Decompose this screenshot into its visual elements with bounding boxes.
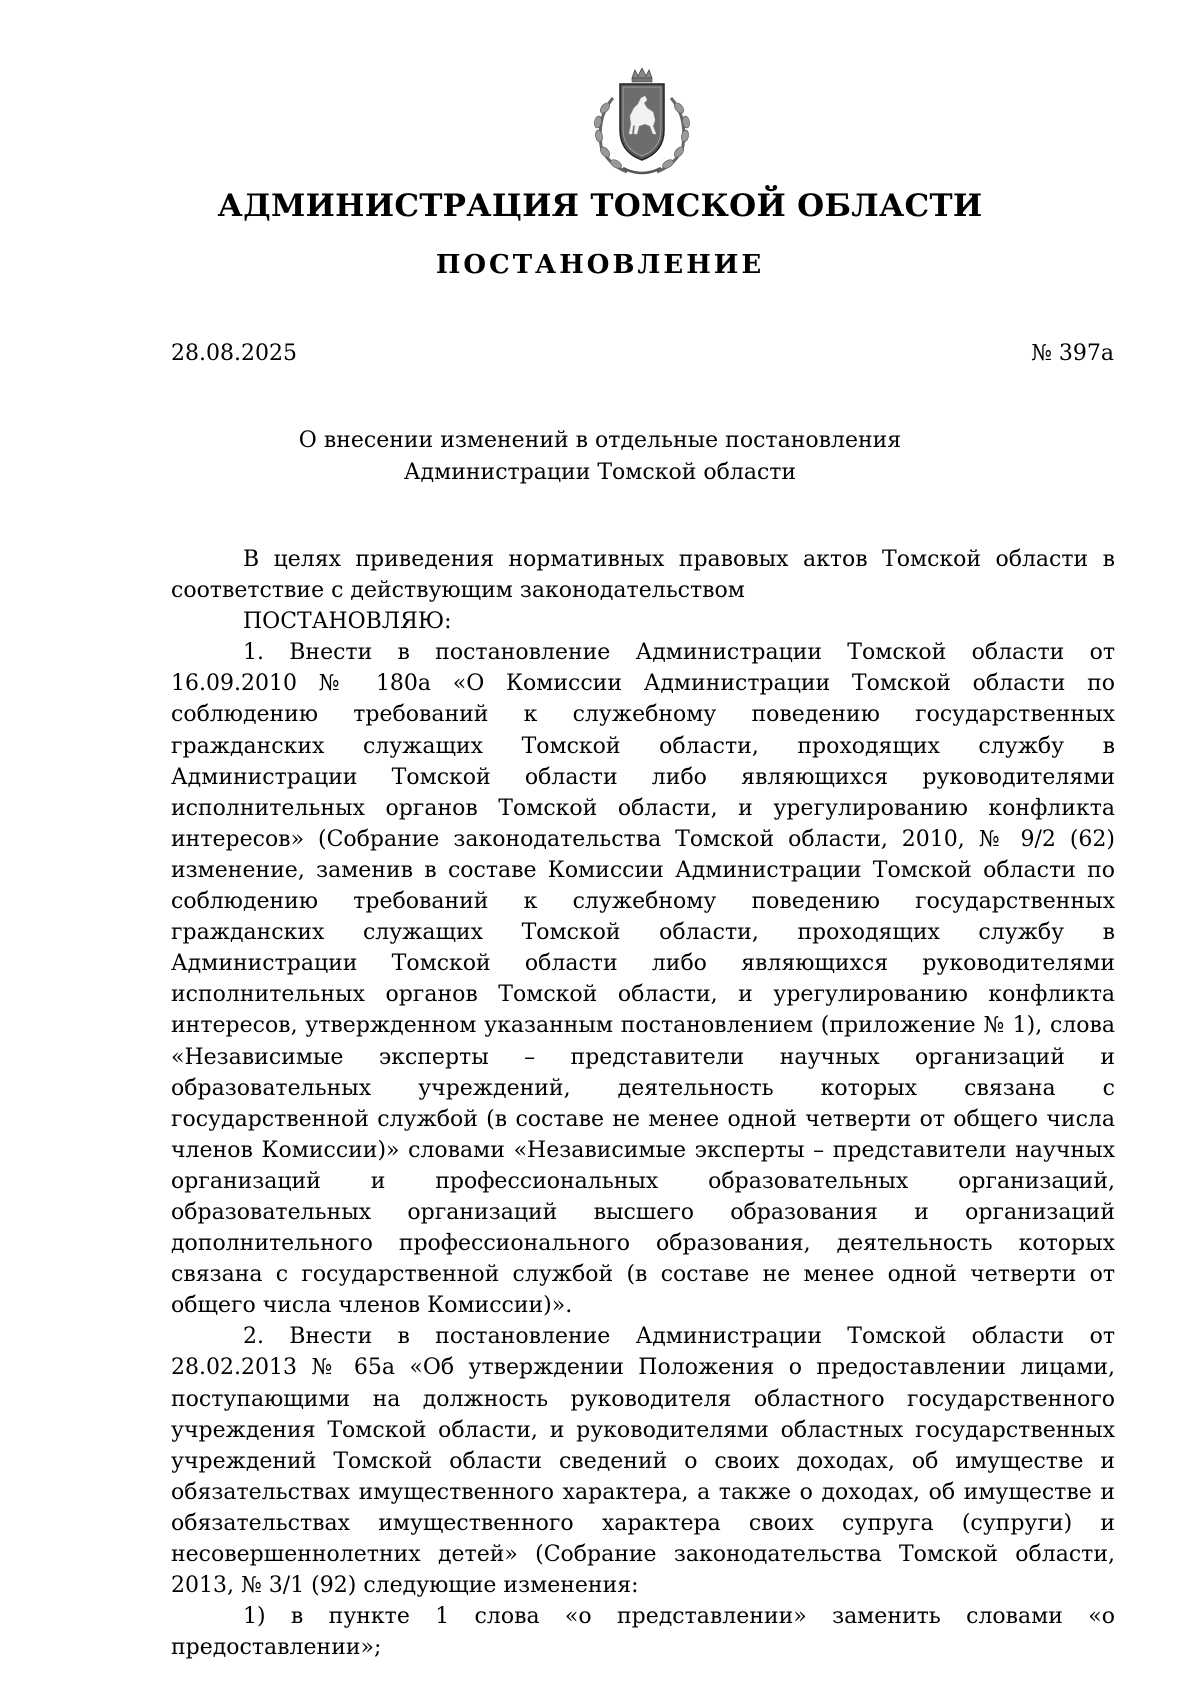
document-type: ПОСТАНОВЛЕНИЕ [435,250,765,280]
subject-line-1: О внесении изменений в отдельные постановления [298,428,902,453]
coat-of-arms-icon [583,68,701,180]
item-1-paragraph: 1. Внести в постановление Администрации Томской области от 16.09.2010 № 180а «О Комиссии Администрации Томской области по соблюдению требований к служебному поведению государственных гражданских служащих Томской области, проходящих службу в Администрации Томской области либо являющихся руководителями исполнительных органов Томской области, и урегулированию конфликта интересов» (Собрание законодательства Томской области, 2010, № 9/2 (62) изменение, заменив в составе Комиссии Администрации Томской области по соблюдению требований к служебному поведению государственных гражданских служащих Томской области, проходящих службу в Администрации Томской области либо являющихся руководителями исполнительных органов Томской области, и урегулированию конфликта интересов, утвержденном указанным постановлением (приложение № 1), слова «Независимые эксперты – представители научных организаций и образовательных учреждений, деятельность которых связана с государственной службой (в составе не менее одной четверти от общего числа членов Комиссии)» словами «Независимые эксперты – представители научных организаций и профессиональных образовательных организаций, образовательных организаций высшего образования и организаций дополнительного профессионального образования, деятельность которых связана с государственной службой (в составе не менее одной четверти от общего числа членов Комиссии)». [171,640,1115,1319]
document-date: 28.08.2025 [171,341,297,366]
organization-title: АДМИНИСТРАЦИЯ ТОМСКОЙ ОБЛАСТИ [217,188,983,224]
decree-word: ПОСТАНОВЛЯЮ: [243,609,452,635]
item-2-subitem-1-paragraph: 1) в пункте 1 слова «о представлении» заменить словами «о предоставлении»; [171,1604,1115,1661]
document-number: № 397а [1031,341,1114,366]
document-subject [0,425,1200,489]
preamble-paragraph: В целях приведения нормативных правовых актов Томской области в соответствие с действующим законодательством [171,547,1115,604]
document-body [171,544,1115,1663]
subject-line-2: Администрации Томской области [403,460,797,485]
item-2-paragraph: 2. Внести в постановление Администрации Томской области от 28.02.2013 № 65а «Об утверждении Положения о предоставлении лицами, поступающими на должность руководителя областного государственного учреждения Томской области, и руководителями областных государственных учреждений Томской области сведений о своих доходах, об имуществе и обязательствах имущественного характера, а также о доходах, об имуществе и обязательствах имущественного характера своих супруга (супруги) и несовершеннолетних детей» (Собрание законодательства Томской области, 2013, № 3/1 (92) следующие изменения: [171,1324,1115,1599]
